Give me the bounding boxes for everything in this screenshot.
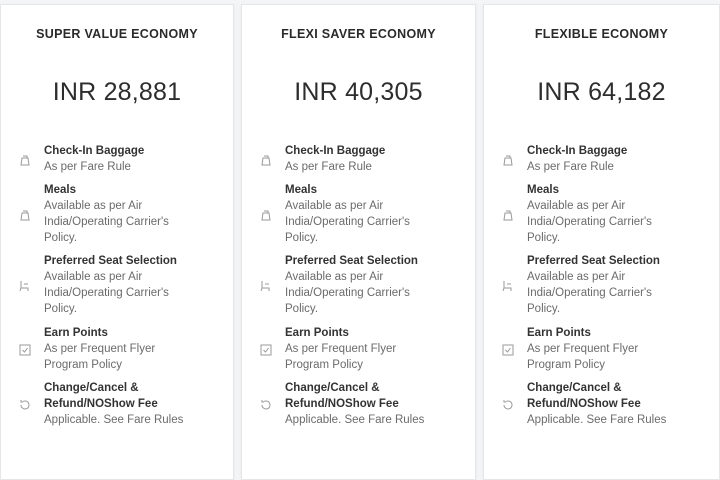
feature-desc: Policy.	[527, 232, 561, 244]
feature-desc: As per Frequent Flyer	[44, 343, 156, 355]
feature-desc: Program Policy	[527, 359, 605, 371]
feature-label: Earn Points	[285, 327, 349, 339]
meal-icon	[259, 208, 273, 222]
feature-desc: Program Policy	[44, 359, 122, 371]
refund-icon	[18, 398, 32, 412]
feature-desc: Policy.	[44, 303, 78, 315]
feature-desc: India/Operating Carrier's	[44, 216, 169, 228]
feature-desc: As per Frequent Flyer	[285, 343, 397, 355]
feature-desc: Policy.	[285, 303, 319, 315]
seat-icon	[501, 279, 515, 293]
feature-desc: Available as per Air	[527, 200, 626, 212]
feature-desc: Program Policy	[285, 359, 363, 371]
feature-label: Check-In Baggage	[285, 145, 386, 157]
fare-card-super-value[interactable]	[0, 4, 234, 480]
feature-desc: As per Fare Rule	[44, 161, 131, 173]
feature-label: Change/Cancel &	[285, 382, 380, 394]
feature-label: Refund/NOShow Fee	[44, 398, 158, 410]
feature-desc: Available as per Air	[285, 271, 384, 283]
feature-label: Meals	[44, 184, 76, 196]
feature-desc: Available as per Air	[527, 271, 626, 283]
feature-desc: Applicable. See Fare Rules	[285, 414, 425, 426]
points-icon	[259, 343, 273, 357]
feature-desc: Policy.	[527, 303, 561, 315]
feature-desc: As per Frequent Flyer	[527, 343, 639, 355]
feature-desc: Policy.	[285, 232, 319, 244]
fare-price: INR 28,881	[52, 78, 182, 106]
baggage-icon	[501, 153, 515, 167]
feature-desc: Available as per Air	[44, 271, 143, 283]
feature-label: Earn Points	[44, 327, 108, 339]
fare-title: FLEXIBLE ECONOMY	[534, 27, 669, 41]
feature-label: Check-In Baggage	[527, 145, 628, 157]
feature-label: Earn Points	[527, 327, 591, 339]
fare-price: INR 40,305	[294, 78, 423, 106]
fare-price: INR 64,182	[537, 78, 666, 106]
feature-desc: Applicable. See Fare Rules	[527, 414, 667, 426]
points-icon	[18, 343, 32, 357]
feature-desc: India/Operating Carrier's	[285, 287, 410, 299]
feature-desc: Policy.	[44, 232, 78, 244]
fare-title: FLEXI SAVER ECONOMY	[281, 27, 436, 41]
feature-label: Check-In Baggage	[44, 145, 145, 157]
seat-icon	[259, 279, 273, 293]
points-icon	[501, 343, 515, 357]
feature-desc: Available as per Air	[44, 200, 143, 212]
feature-desc: As per Fare Rule	[285, 161, 372, 173]
feature-label: Meals	[285, 184, 317, 196]
feature-label: Preferred Seat Selection	[44, 255, 177, 267]
feature-desc: Available as per Air	[285, 200, 384, 212]
feature-label: Refund/NOShow Fee	[527, 398, 641, 410]
meal-icon	[18, 208, 32, 222]
fare-title: SUPER VALUE ECONOMY	[36, 27, 198, 41]
feature-desc: Applicable. See Fare Rules	[44, 414, 184, 426]
refund-icon	[259, 398, 273, 412]
feature-label: Change/Cancel &	[44, 382, 139, 394]
fare-card-flexible[interactable]	[483, 4, 720, 480]
baggage-icon	[259, 153, 273, 167]
feature-desc: India/Operating Carrier's	[527, 216, 652, 228]
feature-label: Change/Cancel &	[527, 382, 622, 394]
baggage-icon	[18, 153, 32, 167]
feature-desc: As per Fare Rule	[527, 161, 614, 173]
feature-desc: India/Operating Carrier's	[44, 287, 169, 299]
feature-desc: India/Operating Carrier's	[527, 287, 652, 299]
meal-icon	[501, 208, 515, 222]
feature-label: Preferred Seat Selection	[285, 255, 418, 267]
fare-card-flexi-saver[interactable]	[241, 4, 476, 480]
feature-label: Meals	[527, 184, 559, 196]
seat-icon	[18, 279, 32, 293]
refund-icon	[501, 398, 515, 412]
feature-label: Preferred Seat Selection	[527, 255, 660, 267]
feature-desc: India/Operating Carrier's	[285, 216, 410, 228]
feature-label: Refund/NOShow Fee	[285, 398, 399, 410]
